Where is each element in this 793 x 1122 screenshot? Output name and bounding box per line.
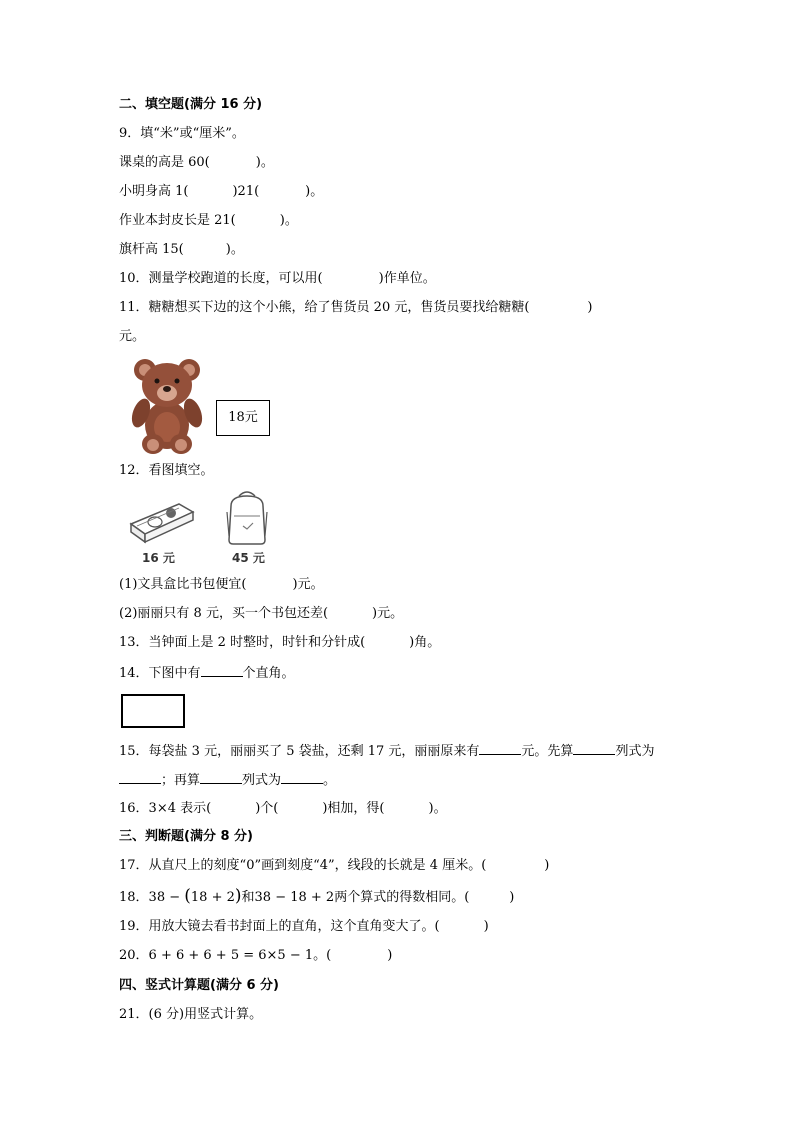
question-9d	[119, 242, 244, 258]
question-text: 16．3×4 表示(	[119, 801, 212, 816]
pencil-box-image	[127, 496, 195, 546]
question-text: )。	[305, 184, 324, 199]
question-text: 14．下图中有	[119, 666, 201, 681]
question-text: )	[587, 300, 593, 315]
question-text: )元。	[292, 577, 324, 592]
question-18	[119, 888, 514, 906]
question-text: 作业本封皮长是 21(	[119, 213, 236, 228]
question-text: (1)文具盒比书包便宜(	[119, 577, 247, 592]
question-text: )	[509, 890, 515, 905]
question-text: )角。	[409, 635, 441, 650]
question-text: )作单位。	[378, 271, 436, 286]
question-text: 10．测量学校跑道的长度，可以用(	[119, 271, 323, 286]
answer-blank[interactable]	[201, 665, 243, 677]
question-12-part1	[119, 577, 324, 593]
question-9-stem: 9．填“米”或“厘米”。	[119, 126, 245, 141]
expression-part: 38 −	[148, 890, 185, 905]
question-number: 18．	[119, 890, 149, 905]
section-heading-fill-in: 二、填空题(满分 16 分)	[119, 97, 263, 112]
teddy-bear-image	[128, 355, 206, 455]
paren-close: )	[234, 886, 242, 906]
question-15-line2	[119, 772, 336, 789]
question-11-line2: 元。	[119, 329, 146, 344]
question-text: 和	[241, 890, 255, 905]
question-text: 旗杆高 15(	[119, 242, 184, 257]
paren-open: (	[184, 886, 191, 906]
question-text: )。	[255, 155, 274, 170]
question-text: 20．6 + 6 + 6 + 5 = 6×5 − 1。(	[119, 948, 332, 963]
question-text: (2)丽丽只有 8 元，买一个书包还差(	[119, 606, 329, 621]
question-text: )	[387, 948, 393, 963]
question-text: 列式为	[242, 773, 282, 788]
question-text: 13．当钟面上是 2 时整时，时针和分针成(	[119, 635, 366, 650]
question-text: 元。先算	[521, 744, 574, 759]
question-text: 。	[323, 773, 337, 788]
question-text: )。	[279, 213, 298, 228]
answer-blank[interactable]	[573, 743, 615, 755]
question-text: ；再算	[161, 773, 201, 788]
question-text: )。	[225, 242, 244, 257]
question-text: )	[483, 919, 489, 934]
question-13	[119, 635, 440, 651]
question-9b	[119, 184, 323, 200]
question-text: 19．用放大镜去看书封面上的直角，这个直角变大了。(	[119, 919, 440, 934]
expression-1	[148, 886, 242, 906]
question-text: 个直角。	[242, 666, 295, 681]
question-21: 21．(6 分)用竖式计算。	[119, 1007, 263, 1022]
question-12-stem: 12．看图填空。	[119, 463, 214, 478]
question-text: 11．糖糖想买下边的这个小熊，给了售货员 20 元，售货员要找给糖糖(	[119, 300, 530, 315]
question-text: )元。	[372, 606, 404, 621]
section-heading-judgement: 三、判断题(满分 8 分)	[119, 829, 253, 844]
question-text: )	[544, 858, 550, 873]
question-14	[119, 665, 295, 682]
pencil-box-caption: 16 元	[142, 551, 175, 565]
question-text: 17．从直尺上的刻度“0”画到刻度“4”，线段的长就是 4 厘米。(	[119, 858, 487, 873]
question-text: )。	[428, 801, 447, 816]
question-12-part2	[119, 606, 403, 622]
answer-blank[interactable]	[119, 772, 161, 784]
rectangle-figure	[121, 694, 185, 728]
answer-blank[interactable]	[281, 772, 323, 784]
price-tag: 18元	[216, 400, 270, 436]
question-text: 列式为	[615, 744, 655, 759]
backpack-image	[223, 488, 271, 548]
question-text: )个(	[255, 801, 279, 816]
question-19	[119, 919, 489, 935]
answer-blank[interactable]	[200, 772, 242, 784]
question-9c	[119, 213, 298, 229]
expression-2: 38 − 18 + 2	[254, 890, 335, 905]
question-text: 课桌的高是 60(	[119, 155, 210, 170]
backpack-caption: 45 元	[232, 551, 265, 565]
question-text: 两个算式的得数相同。(	[334, 890, 470, 905]
question-11	[119, 300, 593, 316]
question-text: 15．每袋盐 3 元，丽丽买了 5 袋盐，还剩 17 元，丽丽原来有	[119, 744, 480, 759]
question-text: )相加，得(	[322, 801, 385, 816]
question-15-line1	[119, 743, 654, 760]
question-16	[119, 801, 447, 817]
question-17	[119, 858, 549, 874]
question-text: 小明身高 1(	[119, 184, 189, 199]
expression-part: 18 + 2	[190, 890, 235, 905]
section-heading-vertical-calc: 四、竖式计算题(满分 6 分)	[119, 978, 279, 993]
question-9a	[119, 155, 274, 171]
question-20	[119, 948, 392, 964]
question-10	[119, 271, 436, 287]
answer-blank[interactable]	[479, 743, 521, 755]
question-text: )21(	[232, 184, 260, 199]
